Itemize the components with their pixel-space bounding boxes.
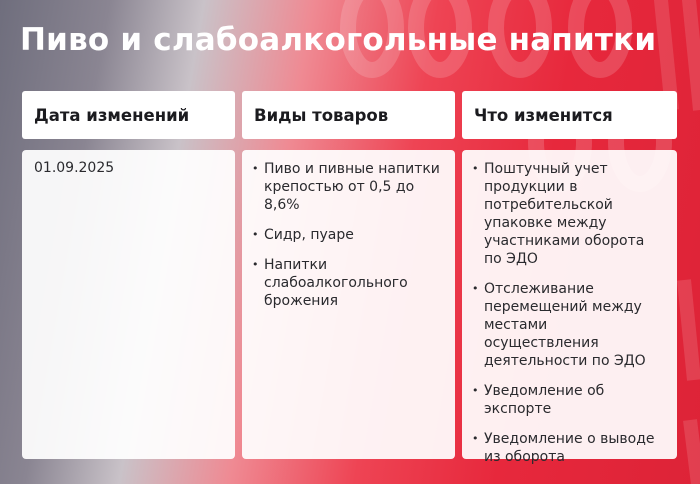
cell-changes xyxy=(462,150,677,465)
page-title: Пиво и слабоалкогольные напитки xyxy=(20,22,657,58)
list-item: • Сидр, пуаре xyxy=(254,226,443,244)
product-types-list xyxy=(254,160,443,310)
cell-date xyxy=(22,150,235,459)
date-value: 01.09.2025 xyxy=(34,160,115,176)
header-what-changes: Что изменится xyxy=(462,91,677,139)
list-item: • Уведомление об экспорте xyxy=(474,382,665,418)
cell-product-types xyxy=(242,150,455,459)
list-item: • Поштучный учет продукции в потребительской упаковке между участниками оборота по ЭДО xyxy=(474,160,665,268)
header-product-types: Виды товаров xyxy=(242,91,455,139)
list-item: • Пиво и пивные напитки крепостью от 0,5 до 8,6% xyxy=(254,160,443,214)
header-date: Дата изменений xyxy=(22,91,235,139)
list-item: • Отслеживание перемещений между местами осуществления деятельности по ЭДО xyxy=(474,280,665,370)
changes-list xyxy=(474,160,665,466)
list-item: • Напитки слабоалкогольного брожения xyxy=(254,256,443,310)
list-item: • Уведомление о выводе из оборота xyxy=(474,430,665,466)
